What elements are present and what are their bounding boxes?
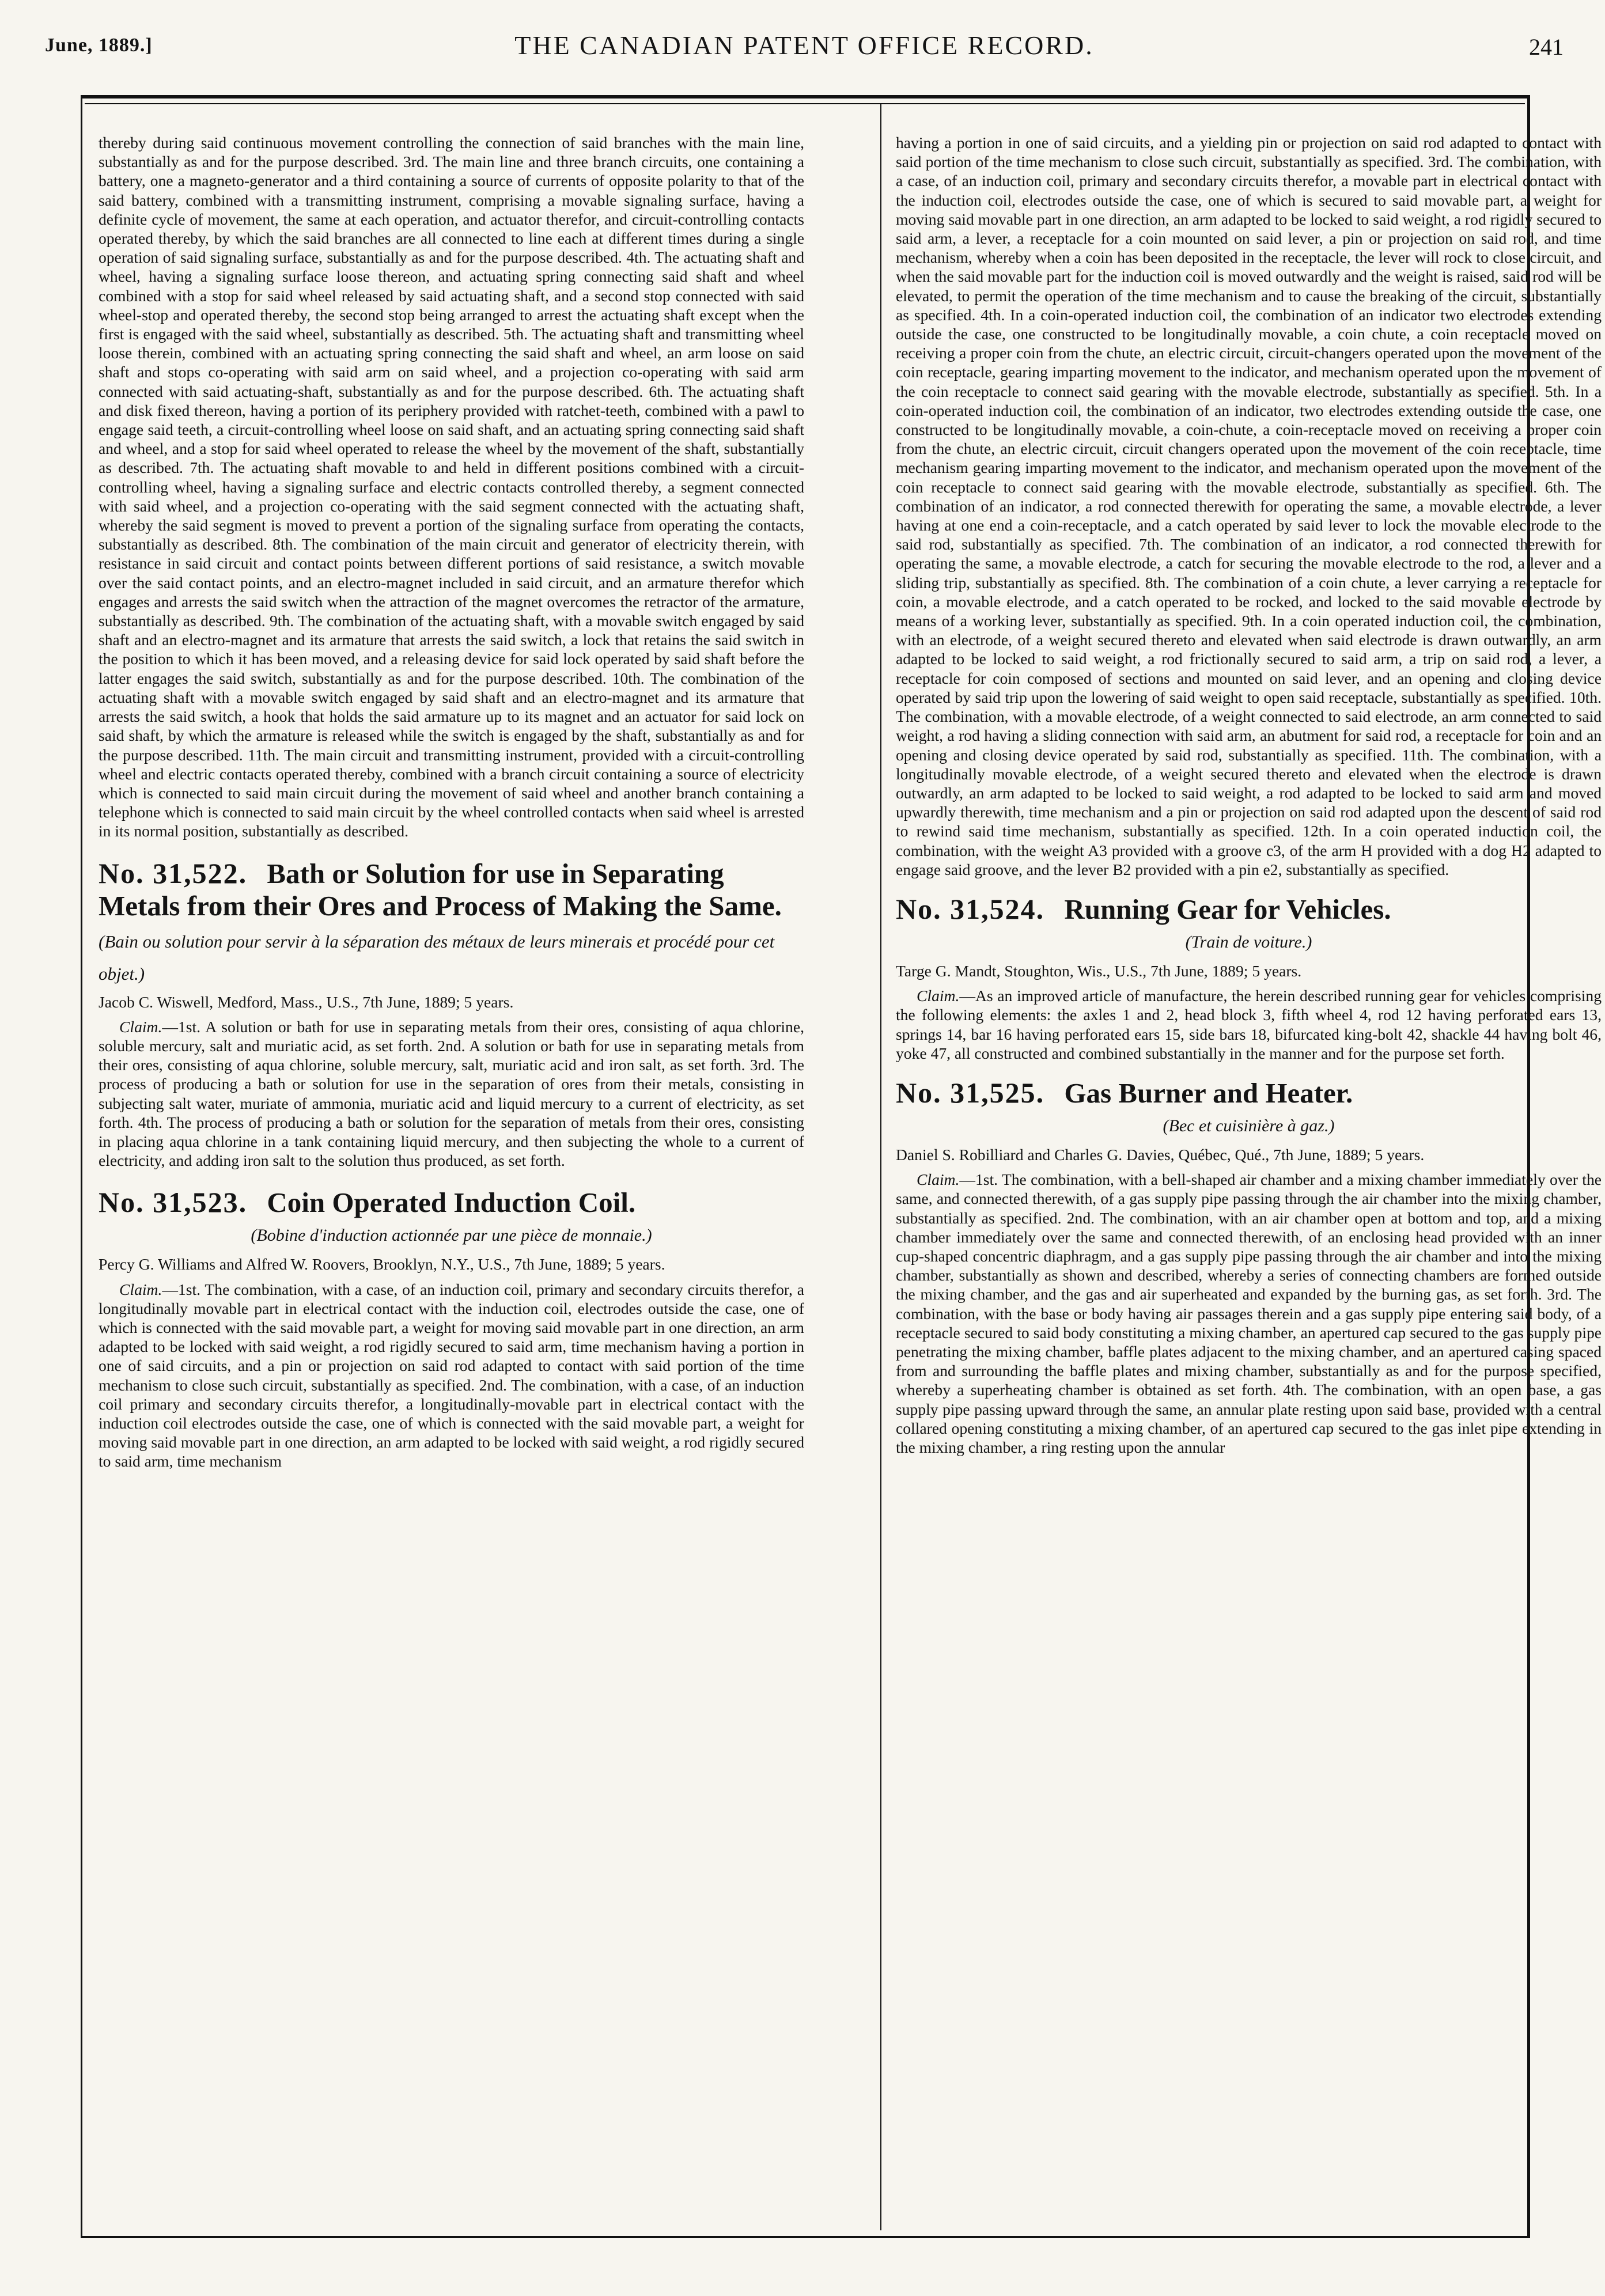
patent-translation: (Train de voiture.) bbox=[1185, 932, 1312, 952]
patent-heading bbox=[896, 893, 1602, 926]
patent-inventor: Daniel S. Robilliard and Charles G. Davies, Québec, Qué., 7th June, 1889; 5 years. bbox=[896, 1145, 1425, 1164]
column-divider bbox=[880, 104, 881, 2230]
claim-label: Claim. bbox=[917, 987, 960, 1005]
continued-claims-text: having a portion in one of said circuits, and a yielding pin or projection on said rod adapted to contact with said portion of the time mechanism to close such circuit, substantially as specified. 3rd. The combination, with a case, of an induction coil, primary and secondary circuits therefor, a movable part in electrical contact with the induction coil, electrodes outside the case, one of which is secured to said movable part, a weight for moving said movable part in one direction, an arm adapted to be locked to said weight, a rod rigidly secured to said arm, a lever, a receptacle for a coin mounted on said lever, a pin or projection on said rod, and time mechanism, whereby when a coin has been deposited in the receptacle, the lever will rock to close circuit, and when the said movable part for the induction coil is moved outwardly and the weight is raised, said rod will be elevated, to permit the operation of the time mechanism and to cause the breaking of the circuit, substantially as specified. 4th. In a coin-operated induction coil, the combination of an indicator two electrodes extending outside the case, one constructed to be longitudinally movable, a coin chute, a coin receptacle moved on receiving a proper coin from the chute, an electric circuit, circuit-changers operated upon the movement of the coin receptacle, gearing imparting movement to the indicator, and mechanism operated upon the movement of the coin receptacle to connect said gearing with the movable electrode, substantially as specified. 5th. In a coin-operated induction coil, the combination of an indicator, two electrodes extending outside the case, one constructed to be longitudinally movable, a coin-chute, a coin-receptacle moved on receiving a proper coin from the chute, an electric circuit, circuit changers operated upon the movement of the coin receptacle, time mechanism gearing imparting movement to the indicator, and mechanism operated upon the movement of the coin receptacle to connect said gearing with the movable electrode, substantially as specified. 6th. The combination of an indicator, a rod connected therewith for operating the same, a movable electrode, a lever having at one end a coin-receptacle, and a catch operated by said lever to lock the movable electrode to the said rod, substantially as specified. 7th. The combination of an indicator, a rod connected therewith for operating the same, a movable electrode, a catch for securing the movable electrode to the rod, a lever and a sliding trip, substantially as specified. 8th. The combination of a coin chute, a lever carrying a receptacle for coin, a movable electrode, and a catch operated to be rocked, and locked to the said movable electrode by means of a working lever, substantially as specified. 9th. In a coin operated induction coil, the combination, with an electrode, of a weight secured thereto and elevated when said electrode is drawn outwardly, an arm adapted to be locked to said weight, a rod frictionally secured to said arm, a trip on said rod, a lever, a receptacle for coin composed of sections and mounted on said lever, and an opening and closing device operated by said trip upon the lowering of said weight to open said receptacle, substantially as specified. 10th. The combination, with a movable electrode, of a weight connected to said electrode, an arm connected to said weight, a rod having a sliding connection with said arm, an abutment for said rod, a receptacle for coin and an opening and closing device operated by said rod, substantially as specified. 11th. The combination, with a longitudinally movable electrode, of a weight secured thereto and elevated when the electrode is drawn outwardly, an arm adapted to be locked to said weight, a rod adapted to be locked to said arm and moved upwardly therewith, time mechanism and a pin or projection on said rod adapted upon the descent of said rod to rewind said time mechanism, substantially as specified. 12th. In a coin operated induction coil, the combination, with the weight A3 provided with a groove c3, of the arm H provided with a dog H2 adapted to engage said groove, and the lever B2 provided with a pin e2, substantially as specified. bbox=[896, 134, 1602, 878]
running-header bbox=[45, 30, 1564, 70]
patent-claim bbox=[896, 1170, 1602, 1457]
continued-claims-text: thereby during said continuous movement controlling the connection of said branches with the main line, substantially as and for the purpose described. 3rd. The main line and three branch circuits, one containing a battery, one a magneto-generator and a third containing a source of currents of opposite polarity to that of the said battery, combined with a transmitting instrument, comprising a movable signaling surface, having a definite cycle of movement, the same at each operation, and actuator therefor, and circuit-controlling contacts operated thereby, by which the said branches are all connected to line each at different times during a single operation of said signaling surface, substantially as and for the purpose described. 4th. The actuating shaft and wheel, having a signaling surface loose thereon, and actuating spring connecting said shaft and wheel combined with a stop for said wheel released by said actuating shaft, and a second stop connected with said wheel-stop and operated thereby, the second stop being arranged to arrest the actuating shaft except when the first is engaged with the said wheel, substantially as described. 5th. The actuating shaft and transmitting wheel loose therein, combined with an actuating spring connecting the said shaft and wheel, an arm loose on said shaft and stops co-operating with said arm on said wheel, and a projection co-operating with said arm connected with said actuating-shaft, substantially as and for the purpose described. 6th. The actuating shaft and disk fixed thereon, having a portion of its periphery provided with ratchet-teeth, combined with a pawl to engage said teeth, a circuit-controlling wheel loose on said shaft, and an actuating spring connecting said shaft and wheel, and a stop for said wheel operated to release the wheel by the movement of the shaft, substantially as described. 7th. The actuating shaft movable to and held in different positions combined with a circuit-controlling wheel, having a signaling surface and electric contacts controlled thereby, a segment connected with said wheel, and a projection co-operating with the said segment connected with the actuating shaft, whereby the said segment is moved to prevent a portion of the signaling surface from operating the contacts, substantially as described. 8th. The combination of the main circuit and generator of electricity therein, with resistance in said circuit and contact points between different portions of said resistance, a switch movable over the said contact points, and an electro-magnet included in said circuit, and an armature therefor which engages and arrests the said switch when the attraction of the magnet overcomes the retractor of the armature, substantially as described. 9th. The combination of the actuating shaft, with a movable switch engaged by said shaft and an electro-magnet and its armature that arrests the said switch, a lock that retains the said switch in the position to which it has been moved, and a releasing device for said lock operated by said shaft before the latter engages the said switch, substantially as and for the purpose described. 10th. The combination of the actuating shaft with a movable switch engaged by said shaft and an electro-magnet and its armature that arrests the said switch, a hook that holds the said armature up to its magnet and an actuator for said lock on said shaft, by which the armature is released while the switch is engaged by the shaft, substantially as and for the purpose described. 11th. The main circuit and transmitting instrument, provided with a circuit-controlling wheel and electric contacts operated thereby, combined with a branch circuit containing a source of electricity which is connected to said main circuit during the movement of said wheel and another branch containing a telephone which is connected to said main circuit by the wheel controlled contacts when said wheel is arrested in its normal position, substantially as described. bbox=[99, 134, 804, 840]
patent-claim bbox=[896, 986, 1602, 1063]
patent-inventor: Percy G. Williams and Alfred W. Roovers, Brooklyn, N.Y., U.S., 7th June, 1889; 5 years. bbox=[99, 1255, 665, 1274]
claim-text: —1st. The combination, with a bell-shaped air chamber and a mixing chamber immediately over the same, and connected therewith, of a gas supply pipe passing through the air chamber into the mixing chamber, substantially as specified. 2nd. The combination, with an air chamber open at bottom and top, and a mixing chamber immediately over the same and connected therewith, of an enclosing head provided with an inner cup-shaped concentric diaphragm, and a gas supply pipe passing through the air chamber and into the mixing chamber, substantially as shown and described, whereby a series of connecting chambers are formed outside the mixing chamber, and the gas and air superheated and expanded by the burning gas, as set forth. 3rd. The combination, with the base or body having air passages therein and a gas supply pipe entering said body, of a receptacle secured to said body constituting a mixing chamber, an apertured cap secured to the gas supply pipe penetrating the mixing chamber, baffle plates adjacent to the mixing chamber, and an apertured casing spaced from and surrounding the baffle plates and mixing chamber, substantially as and for the purpose specified, whereby a superheating chamber is obtained as set forth. 4th. The combination, with an open base, a gas supply pipe passing upward through the same, an annular plate resting upon said base, provided with a central collared opening constituting a mixing chamber, of an apertured cap secured to the gas inlet pipe extending in the mixing chamber, a ring resting upon the annular bbox=[896, 1170, 1602, 1456]
patent-title: Gas Burner and Heater. bbox=[1064, 1077, 1353, 1109]
claim-text: —As an improved article of manufacture, the herein described running gear for vehicles comprising the following elements: the axles 1 and 2, head block 3, fifth wheel 4, rod 12 having perforated ears 13, springs 14, bar 16 having perforated ears 15, side bars 18, bifurcated king-bolt 42, shackle 44 having bolt 46, yoke 47, all constructed and combined substantially in the manner and for the purpose set forth. bbox=[896, 987, 1602, 1062]
patent-claim bbox=[99, 1280, 804, 1471]
patent-number: No. 31,522. bbox=[99, 857, 248, 889]
claim-label: Claim. bbox=[119, 1280, 162, 1298]
patent-entry bbox=[99, 857, 804, 1170]
right-column bbox=[896, 133, 1602, 2219]
claim-label: Claim. bbox=[119, 1017, 162, 1036]
patent-claim bbox=[99, 1017, 804, 1170]
journal-title: THE CANADIAN PATENT OFFICE RECORD. bbox=[514, 31, 1094, 60]
patent-heading bbox=[896, 1077, 1602, 1109]
patent-entry bbox=[896, 1077, 1602, 1457]
patent-inventor: Targe G. Mandt, Stoughton, Wis., U.S., 7th June, 1889; 5 years. bbox=[896, 961, 1302, 980]
page-number: 241 bbox=[1529, 34, 1564, 60]
claim-text: —1st. The combination, with a case, of an induction coil, primary and secondary circuits therefor, a longitudinally movable part in electrical contact with the induction coil, electrodes outside the case, one of which is connected with the said movable part, a weight for moving said movable part in one direction, an arm adapted to be locked with said weight, a rod rigidly secured to said arm, time mechanism having a portion in one of said circuits, and a pin or projection on said rod adapted to contact with said portion of the time mechanism to close such circuit, substantially as specified. 2nd. The combination, with a case, of an induction coil primary and secondary circuits therefor, a longitudinally-movable part in electrical contact with the induction coil electrodes outside the case, one of which is connected with the said movable part, a weight for moving said movable part in one direction, an arm adapted to be locked with said weight, a rod rigidly secured to said arm, time mechanism bbox=[99, 1280, 804, 1471]
patent-number: No. 31,524. bbox=[896, 892, 1045, 925]
patent-translation: (Bobine d'induction actionnée par une pièce de monnaie.) bbox=[251, 1226, 652, 1245]
patent-heading bbox=[99, 857, 804, 987]
page-frame bbox=[81, 95, 1602, 2238]
claim-label: Claim. bbox=[917, 1170, 960, 1189]
claim-text: —1st. A solution or bath for use in separating metals from their ores, consisting of aqua chlorine, soluble mercury, salt and muriatic acid, as set forth. 2nd. A solution or bath for use in separating metals from their ores, consisting of aqua chlorine, soluble mercury, salt, muriatic acid and iron salt, as set forth. 3rd. The process of producing a bath or solution for use in the separation of ores from their metals, consisting in subjecting salt water, muriate of ammonia, muriatic acid and liquid mercury to a current of electricity, as set forth. 4th. The process of producing a bath or solution for the separation of metals from their ores, consisting in placing aqua chlorine in a tank containing liquid mercury, and then subjecting the whole to a current of electricity, and adding iron salt to the solution thus produced, as set forth. bbox=[99, 1017, 804, 1170]
patent-translation: (Bain ou solution pour servir à la séparation des métaux de leurs minerais et procédé pour cet objet.) bbox=[99, 931, 775, 984]
patent-title: Coin Operated Induction Coil. bbox=[267, 1187, 636, 1219]
patent-entry bbox=[896, 893, 1602, 1063]
patent-number: No. 31,525. bbox=[896, 1076, 1045, 1109]
patent-translation: (Bec et cuisinière à gaz.) bbox=[1163, 1116, 1335, 1135]
patent-number: No. 31,523. bbox=[99, 1186, 248, 1219]
issue-date: June, 1889.] bbox=[45, 35, 153, 56]
left-column bbox=[99, 133, 804, 2219]
patent-title: Running Gear for Vehicles. bbox=[1064, 893, 1391, 925]
patent-heading bbox=[99, 1186, 804, 1219]
patent-inventor: Jacob C. Wiswell, Medford, Mass., U.S., 7th June, 1889; 5 years. bbox=[99, 992, 514, 1011]
patent-entry bbox=[99, 1186, 804, 1471]
patent-title: Bath or Solution for use in Separating Metals from their Ores and Process of Making the Same. bbox=[99, 857, 782, 922]
